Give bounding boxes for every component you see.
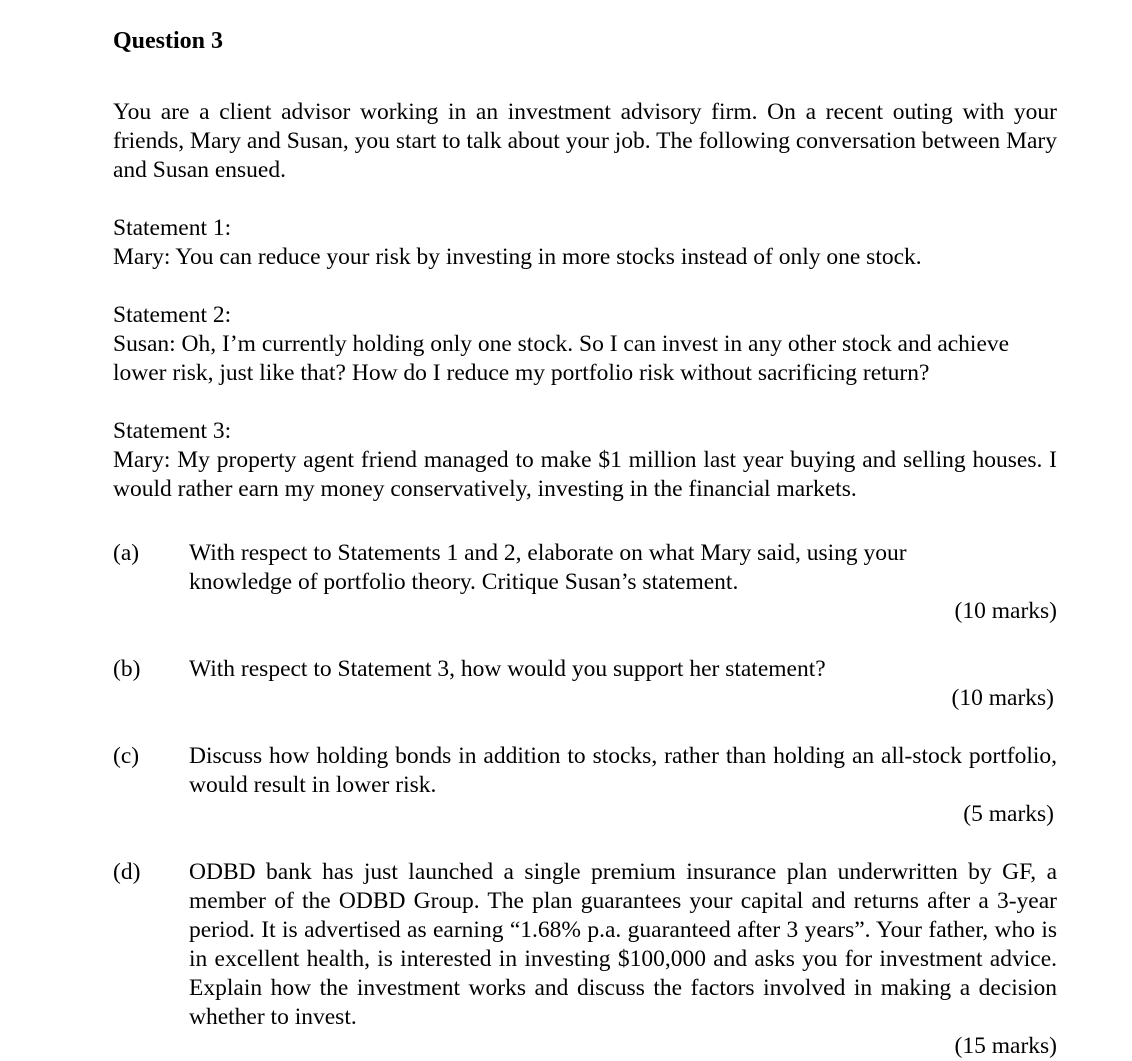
intro-paragraph: You are a client advisor working in an investment advisory firm. On a recent outing with your friends, Mary and Susan, you start to talk about your job. The following conversation between Mary and Susan ensued.: [113, 99, 1057, 183]
question-label: (c): [113, 743, 140, 769]
question-label: (d): [113, 859, 141, 885]
question-marks: (5 marks): [963, 801, 1054, 827]
question-c: [113, 742, 1057, 829]
question-text: Discuss how holding bonds in addition to stocks, rather than holding an all-stock portfolio, would result in lower risk.: [189, 743, 1057, 798]
statement-2: [113, 301, 1057, 388]
question-text: With respect to Statement 3, how would you support her statement?: [189, 656, 826, 682]
statement-text: Mary: You can reduce your risk by investing in more stocks instead of only one stock.: [113, 244, 922, 270]
statement-text: Susan: Oh, I’m currently holding only one stock. So I can invest in any other stock and achieve lower risk, just like that? How do I reduce my portfolio risk without sacrificing return?: [113, 331, 1010, 386]
statement-1: [113, 214, 1057, 272]
question-text: With respect to Statements 1 and 2, elaborate on what Mary said, using your knowledge of portfolio theory. Critique Susan’s statement.: [189, 540, 907, 595]
statement-heading: Statement 3:: [113, 418, 232, 444]
question-d: [113, 858, 1057, 1061]
question-b: [113, 655, 1057, 713]
question-document: [113, 26, 1057, 1061]
question-text: ODBD bank has just launched a single premium insurance plan underwritten by GF, a member of the ODBD Group. The plan guarantees your capital and returns after a 3-year period. It is advertised as earning “1.68% p.a. guaranteed after 3 years”. Your father, who is in excellent health, is interested in investing $100,000 and asks you for investment advice. Explain how the investment works and discuss the factors involved in making a decision whether to invest.: [189, 859, 1057, 1030]
statement-3: [113, 417, 1057, 504]
statement-text: Mary: My property agent friend managed to make $1 million last year buying and selling houses. I would rather earn my money conservatively, investing in the financial markets.: [113, 447, 1057, 502]
question-marks: (10 marks): [954, 598, 1057, 624]
statement-heading: Statement 1:: [113, 215, 232, 241]
question-a: [113, 539, 1057, 626]
question-label: (b): [113, 656, 141, 682]
question-marks: (10 marks): [951, 685, 1054, 711]
question-label: (a): [113, 540, 140, 566]
question-marks: (15 marks): [954, 1033, 1057, 1059]
statement-heading: Statement 2:: [113, 302, 232, 328]
question-title: Question 3: [113, 28, 224, 54]
